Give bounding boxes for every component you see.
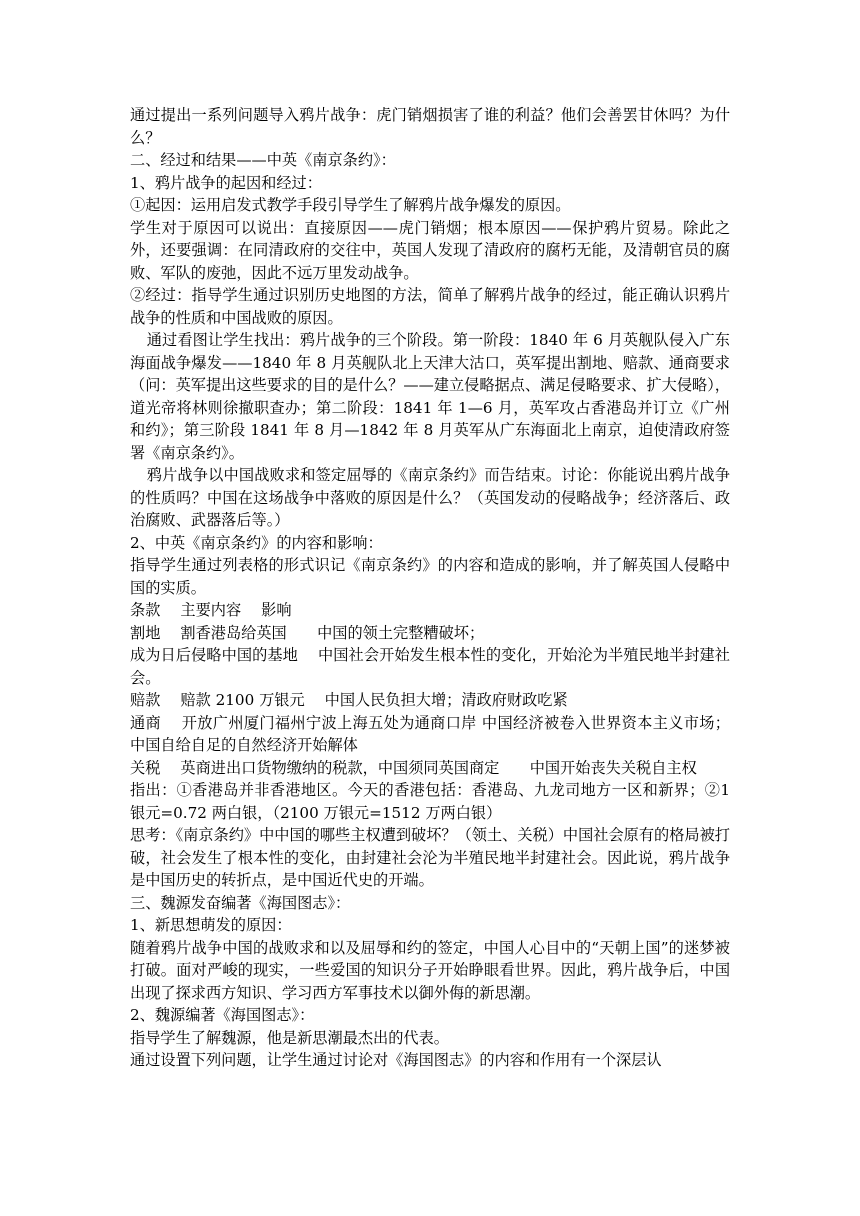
paragraph-weiyuan: 指导学生了解魏源，他是新思潮最杰出的代表。 bbox=[130, 1028, 449, 1047]
paragraph-cause: ①起因：运用启发式教学手段引导学生了解鸦片战争爆发的原因。 bbox=[130, 196, 571, 214]
subheading-causes-course: 1、鸦片战争的起因和经过： bbox=[130, 173, 322, 192]
document-body bbox=[130, 104, 730, 1072]
paragraph-treaty-guide: 指导学生通过列表格的形式识记《南京条约》的内容和造成的影响，并了解英国人侵略中国的实质。 bbox=[130, 556, 730, 597]
table-line-indemnity: 赔款 赔款 2100 万银元 中国人民负担大增；清政府财政吃紧 bbox=[130, 691, 568, 709]
paragraph-war-end: 鸦片战争以中国战败求和签定屈辱的《南京条约》而告结束。讨论：你能说出鸦片战争的性质吗？中国在这场战争中落败的原因是什么？（英国发动的侵略战争；经济落后、政治腐败、武器落后等。） bbox=[130, 466, 730, 529]
paragraph-new-thought: 随着鸦片战争中国的战败求和以及屈辱和约的签定，中国人心目中的“天朝上国”的迷梦被打破。面对严峻的现实，一些爱国的知识分子开始睁眼看世界。因此，鸦片战争后，中国出现了探求西方知识、学习西方军事技术以御外侮的新思潮。 bbox=[130, 938, 730, 1002]
section-heading-2: 二、经过和结果——中英《南京条约》： bbox=[130, 151, 396, 169]
subheading-weiyuan: 2、魏源编著《海国图志》： bbox=[130, 1006, 315, 1024]
subheading-treaty: 2、中英《南京条约》的内容和影响： bbox=[130, 533, 383, 552]
subheading-new-thought: 1、新思想萌发的原因： bbox=[130, 916, 292, 934]
paragraph-three-stages: 通过看图让学生找出：鸦片战争的三个阶段。第一阶段：1840 年 6 月英舰队侵入广东海面战争爆发——1840 年 8 月英舰队北上天津大沽口，英军提出割地、赔款、通商要求（问：英军提出这些要求的目的是什么？——建立侵略据点、满足侵略要求、扩大侵略），道光帝将林则徐撤职查办；第二阶段：1841 年 1—6 月，英军攻占香港岛并订立《广州和约》；第三阶段 1841 年 8 月—1842 年 8 月英军从广东海面北上南京，迫使清政府签署《南京条约》。 bbox=[130, 331, 730, 462]
section-heading-3: 三、魏源发奋编著《海国图志》： bbox=[130, 893, 351, 912]
table-line-tariff: 关税 英商进出口货物缴纳的税款，中国须同英国商定 中国开始丧失关税自主权 bbox=[130, 758, 697, 777]
paragraph-course: ②经过：指导学生通过识别历史地图的方法，简单了解鸦片战争的经过，能正确认识鸦片战争的性质和中国战败的原因。 bbox=[130, 286, 730, 327]
paragraph-think: 思考：《南京条约》中中国的哪些主权遭到破坏？（领土、关税）中国社会原有的格局被打破，社会发生了根本性的变化，由封建社会沦为半殖民地半封建社会。因此说，鸦片战争是中国历史的转折点，是中国近代史的开端。 bbox=[130, 826, 730, 889]
paragraph-discussion: 通过设置下列问题，让学生通过讨论对《海国图志》的内容和作用有一个深层认 bbox=[130, 1051, 662, 1069]
table-line-base: 成为日后侵略中国的基地 中国社会开始发生根本性的变化，开始沦为半殖民地半封建社会。 bbox=[130, 646, 730, 687]
paragraph-note: 指出：①香港岛并非香港地区。今天的香港包括：香港岛、九龙司地方一区和新界；②1 银元=0.72 两白银，（2100 万银元=1512 万两白银） bbox=[130, 781, 730, 822]
table-line-trade: 通商 开放广州厦门福州宁波上海五处为通商口岸 中国经济被卷入世界资本主义市场；中国自给自足的自然经济开始解体 bbox=[130, 713, 730, 754]
paragraph-intro-questions: 通过提出一系列问题导入鸦片战争：虎门销烟损害了谁的利益？他们会善罢甘休吗？为什么？ bbox=[130, 106, 730, 147]
table-header-line: 条款 主要内容 影响 bbox=[130, 601, 292, 619]
table-line-cession: 割地 割香港岛给英国 中国的领土完整糟破坏； bbox=[130, 623, 485, 642]
paragraph-cause-detail: 学生对于原因可以说出：直接原因——虎门销烟；根本原因——保护鸦片贸易。除此之外，还要强调：在同清政府的交往中，英国人发现了清政府的腐朽无能，及清朝官员的腐败、军队的废弛，因此不远万里发动战争。 bbox=[130, 218, 730, 282]
